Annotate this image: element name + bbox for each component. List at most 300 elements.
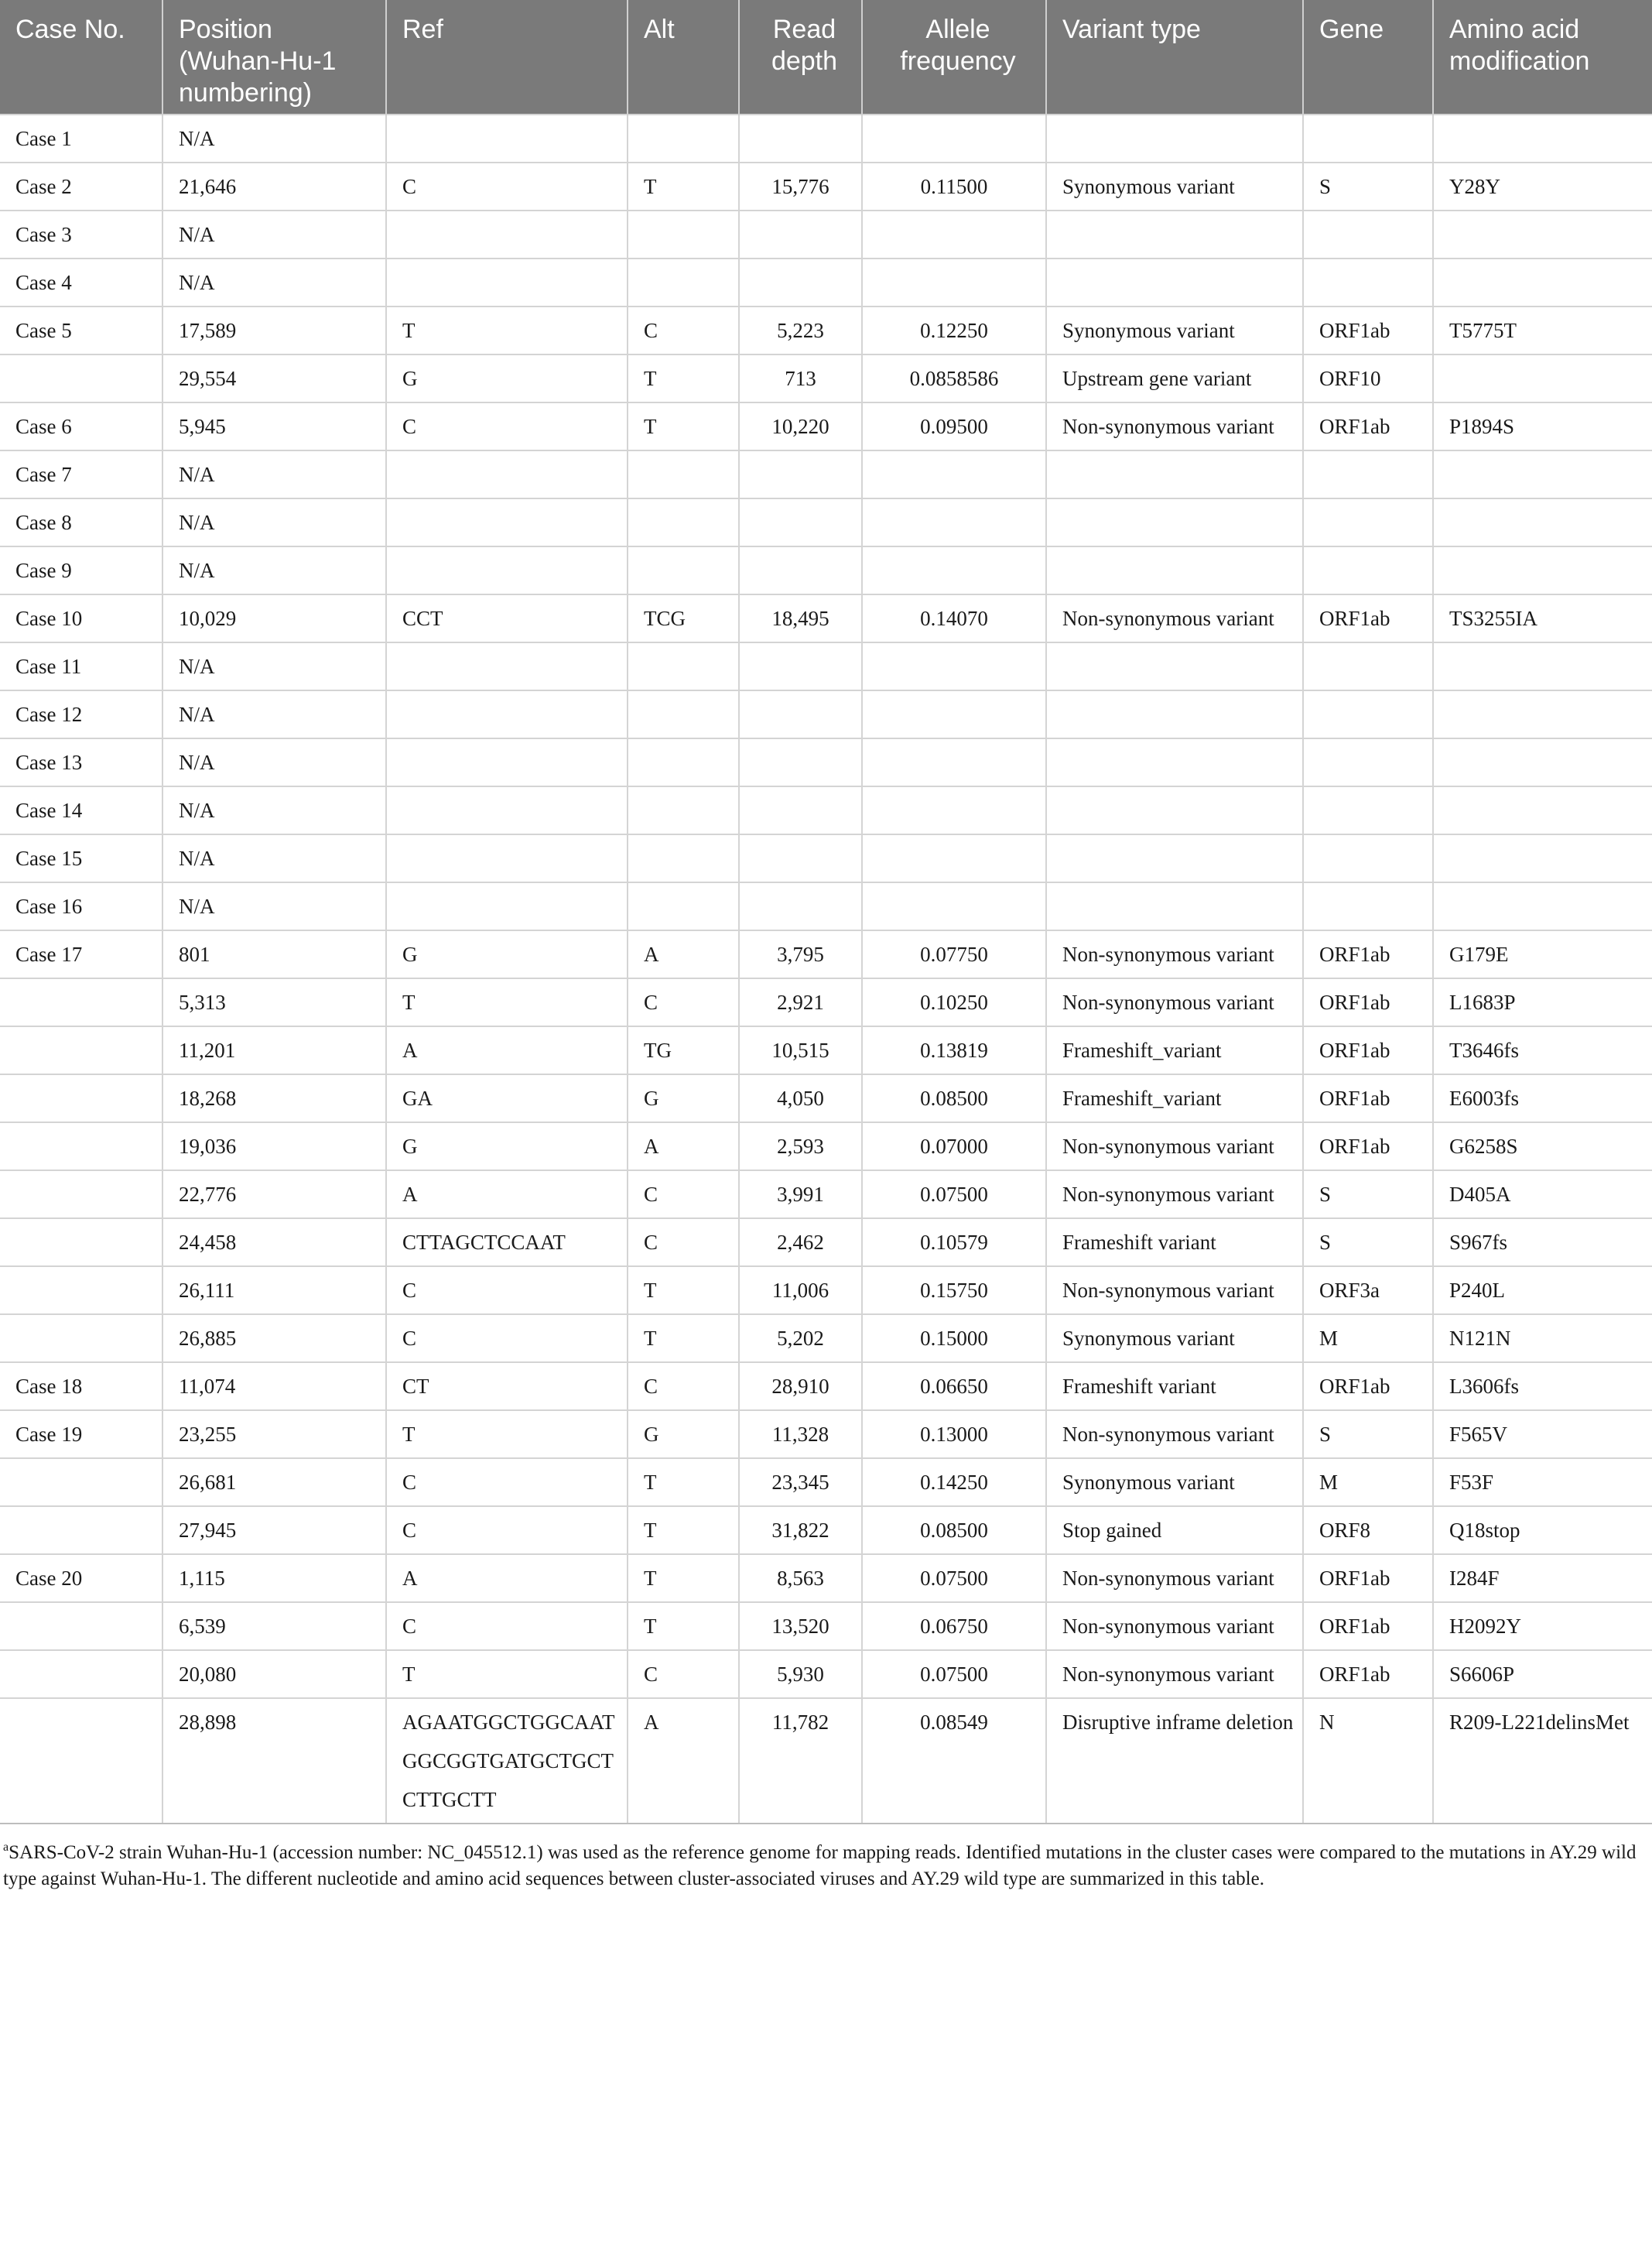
cell-position: 19,036 — [162, 1122, 386, 1170]
cell-amino-acid-modification: F565V — [1433, 1410, 1652, 1458]
cell-case-no: Case 18 — [0, 1362, 162, 1410]
cell-variant-type: Synonymous variant — [1046, 1314, 1303, 1362]
cell-case-no: Case 1 — [0, 115, 162, 163]
cell-allele-frequency: 0.13000 — [862, 1410, 1046, 1458]
cell-read-depth: 23,345 — [739, 1458, 862, 1506]
cell-read-depth: 5,930 — [739, 1650, 862, 1698]
cell-variant-type — [1046, 450, 1303, 498]
table-row — [0, 834, 1652, 882]
cell-amino-acid-modification — [1433, 546, 1652, 594]
table-row — [0, 1554, 1652, 1602]
cell-position: 26,885 — [162, 1314, 386, 1362]
cell-allele-frequency: 0.10579 — [862, 1218, 1046, 1266]
cell-position: 23,255 — [162, 1410, 386, 1458]
cell-ref: T — [386, 1410, 628, 1458]
cell-variant-type: Non-synonymous variant — [1046, 402, 1303, 450]
cell-allele-frequency: 0.06750 — [862, 1602, 1046, 1650]
cell-allele-frequency: 0.13819 — [862, 1026, 1046, 1074]
cell-allele-frequency: 0.07500 — [862, 1170, 1046, 1218]
cell-position: N/A — [162, 498, 386, 546]
cell-variant-type: Upstream gene variant — [1046, 354, 1303, 402]
cell-amino-acid-modification — [1433, 211, 1652, 259]
cell-allele-frequency: 0.14250 — [862, 1458, 1046, 1506]
cell-read-depth: 28,910 — [739, 1362, 862, 1410]
cell-ref: G — [386, 1122, 628, 1170]
cell-amino-acid-modification — [1433, 786, 1652, 834]
cell-gene — [1303, 786, 1433, 834]
cell-alt: T — [628, 1602, 739, 1650]
cell-ref: C — [386, 1458, 628, 1506]
table-row — [0, 1218, 1652, 1266]
cell-variant-type — [1046, 882, 1303, 930]
cell-read-depth: 2,593 — [739, 1122, 862, 1170]
cell-ref — [386, 211, 628, 259]
cell-case-no: Case 14 — [0, 786, 162, 834]
cell-case-no: Case 6 — [0, 402, 162, 450]
cell-alt: T — [628, 163, 739, 211]
cell-gene: S — [1303, 1218, 1433, 1266]
table-row — [0, 163, 1652, 211]
cell-position: 26,681 — [162, 1458, 386, 1506]
cell-case-no: Case 19 — [0, 1410, 162, 1458]
cell-variant-type — [1046, 211, 1303, 259]
cell-read-depth: 10,220 — [739, 402, 862, 450]
cell-amino-acid-modification: G6258S — [1433, 1122, 1652, 1170]
cell-allele-frequency — [862, 642, 1046, 690]
cell-allele-frequency: 0.0858586 — [862, 354, 1046, 402]
cell-alt: TG — [628, 1026, 739, 1074]
cell-position: N/A — [162, 450, 386, 498]
cell-position: 29,554 — [162, 354, 386, 402]
cell-position: N/A — [162, 115, 386, 163]
footnote-text: SARS-CoV-2 strain Wuhan-Hu-1 (accession number: NC_045512.1) was used as the reference genome for mapping reads. Identified mutations in the cluster cases were compared to the mutations in AY.29 wild type against Wuhan-Hu-1. The different nucleotide and amino acid sequences between cluster-associated viruses and AY.29 wild type are summarized in this table. — [3, 1842, 1637, 1889]
cell-gene: ORF1ab — [1303, 1650, 1433, 1698]
cell-variant-type: Frameshift variant — [1046, 1362, 1303, 1410]
cell-variant-type: Non-synonymous variant — [1046, 1122, 1303, 1170]
cell-allele-frequency — [862, 450, 1046, 498]
cell-position: 6,539 — [162, 1602, 386, 1650]
cell-position: 27,945 — [162, 1506, 386, 1554]
table-row — [0, 498, 1652, 546]
cell-read-depth: 11,006 — [739, 1266, 862, 1314]
header-amino-acid-modification: Amino acid modification — [1433, 0, 1652, 115]
cell-variant-type: Frameshift_variant — [1046, 1026, 1303, 1074]
cell-amino-acid-modification — [1433, 498, 1652, 546]
cell-gene — [1303, 690, 1433, 738]
cell-allele-frequency: 0.07500 — [862, 1650, 1046, 1698]
cell-position: N/A — [162, 882, 386, 930]
cell-position: N/A — [162, 642, 386, 690]
cell-allele-frequency: 0.07500 — [862, 1554, 1046, 1602]
cell-case-no — [0, 1602, 162, 1650]
table-row — [0, 1698, 1652, 1824]
cell-position: 26,111 — [162, 1266, 386, 1314]
cell-ref: CTTAGCTCCAAT — [386, 1218, 628, 1266]
cell-gene — [1303, 259, 1433, 307]
cell-variant-type — [1046, 498, 1303, 546]
cell-allele-frequency: 0.12250 — [862, 307, 1046, 354]
cell-allele-frequency: 0.14070 — [862, 594, 1046, 642]
cell-case-no: Case 12 — [0, 690, 162, 738]
cell-read-depth: 8,563 — [739, 1554, 862, 1602]
cell-ref — [386, 786, 628, 834]
cell-ref: G — [386, 354, 628, 402]
cell-alt — [628, 259, 739, 307]
cell-gene: S — [1303, 1170, 1433, 1218]
cell-alt: T — [628, 1458, 739, 1506]
cell-amino-acid-modification — [1433, 354, 1652, 402]
cell-alt: C — [628, 1170, 739, 1218]
cell-alt: A — [628, 1698, 739, 1824]
cell-position: N/A — [162, 546, 386, 594]
cell-amino-acid-modification: S967fs — [1433, 1218, 1652, 1266]
cell-case-no — [0, 354, 162, 402]
cell-case-no: Case 11 — [0, 642, 162, 690]
cell-position: 5,313 — [162, 978, 386, 1026]
cell-gene: ORF1ab — [1303, 307, 1433, 354]
cell-variant-type: Non-synonymous variant — [1046, 1554, 1303, 1602]
cell-amino-acid-modification: P240L — [1433, 1266, 1652, 1314]
cell-allele-frequency — [862, 498, 1046, 546]
cell-gene — [1303, 115, 1433, 163]
cell-variant-type — [1046, 259, 1303, 307]
cell-ref: T — [386, 978, 628, 1026]
table-row — [0, 1650, 1652, 1698]
cell-position: 20,080 — [162, 1650, 386, 1698]
table-row — [0, 1314, 1652, 1362]
cell-position: 18,268 — [162, 1074, 386, 1122]
cell-gene — [1303, 738, 1433, 786]
cell-variant-type: Frameshift_variant — [1046, 1074, 1303, 1122]
cell-variant-type: Non-synonymous variant — [1046, 1170, 1303, 1218]
cell-alt: A — [628, 930, 739, 978]
cell-amino-acid-modification — [1433, 259, 1652, 307]
cell-amino-acid-modification — [1433, 115, 1652, 163]
cell-amino-acid-modification — [1433, 834, 1652, 882]
cell-variant-type: Non-synonymous variant — [1046, 930, 1303, 978]
cell-alt: G — [628, 1410, 739, 1458]
table-row — [0, 402, 1652, 450]
cell-case-no: Case 16 — [0, 882, 162, 930]
cell-position: N/A — [162, 786, 386, 834]
cell-gene — [1303, 498, 1433, 546]
cell-read-depth — [739, 786, 862, 834]
cell-gene: S — [1303, 1410, 1433, 1458]
cell-amino-acid-modification: H2092Y — [1433, 1602, 1652, 1650]
cell-position: N/A — [162, 738, 386, 786]
cell-gene — [1303, 834, 1433, 882]
cell-amino-acid-modification: L1683P — [1433, 978, 1652, 1026]
cell-ref: CT — [386, 1362, 628, 1410]
table-row — [0, 1602, 1652, 1650]
cell-case-no — [0, 1314, 162, 1362]
cell-case-no — [0, 1218, 162, 1266]
cell-position: 28,898 — [162, 1698, 386, 1824]
header-variant-type: Variant type — [1046, 0, 1303, 115]
cell-variant-type: Synonymous variant — [1046, 307, 1303, 354]
cell-position: N/A — [162, 211, 386, 259]
header-gene: Gene — [1303, 0, 1433, 115]
cell-variant-type — [1046, 642, 1303, 690]
cell-allele-frequency: 0.15750 — [862, 1266, 1046, 1314]
cell-ref — [386, 259, 628, 307]
table-row — [0, 1026, 1652, 1074]
cell-case-no: Case 5 — [0, 307, 162, 354]
cell-amino-acid-modification: E6003fs — [1433, 1074, 1652, 1122]
cell-read-depth — [739, 498, 862, 546]
cell-amino-acid-modification: I284F — [1433, 1554, 1652, 1602]
cell-read-depth — [739, 882, 862, 930]
table-row — [0, 738, 1652, 786]
cell-allele-frequency: 0.07000 — [862, 1122, 1046, 1170]
cell-alt: T — [628, 1554, 739, 1602]
cell-read-depth — [739, 642, 862, 690]
cell-variant-type — [1046, 690, 1303, 738]
cell-position: 21,646 — [162, 163, 386, 211]
cell-read-depth — [739, 546, 862, 594]
cell-amino-acid-modification: Y28Y — [1433, 163, 1652, 211]
cell-read-depth — [739, 115, 862, 163]
cell-position: 5,945 — [162, 402, 386, 450]
cell-ref — [386, 546, 628, 594]
cell-ref: C — [386, 1266, 628, 1314]
table-row — [0, 690, 1652, 738]
cell-position: 11,074 — [162, 1362, 386, 1410]
cell-ref — [386, 450, 628, 498]
table-row — [0, 259, 1652, 307]
cell-variant-type — [1046, 546, 1303, 594]
cell-read-depth: 10,515 — [739, 1026, 862, 1074]
cell-variant-type — [1046, 786, 1303, 834]
cell-ref: C — [386, 402, 628, 450]
cell-ref: G — [386, 930, 628, 978]
cell-ref: T — [386, 307, 628, 354]
cell-ref: A — [386, 1554, 628, 1602]
cell-position: 22,776 — [162, 1170, 386, 1218]
table-row — [0, 307, 1652, 354]
cell-read-depth: 5,202 — [739, 1314, 862, 1362]
cell-allele-frequency — [862, 738, 1046, 786]
cell-case-no: Case 10 — [0, 594, 162, 642]
cell-case-no — [0, 978, 162, 1026]
table-row — [0, 450, 1652, 498]
header-row — [0, 0, 1652, 115]
cell-gene: ORF3a — [1303, 1266, 1433, 1314]
cell-amino-acid-modification: G179E — [1433, 930, 1652, 978]
cell-alt — [628, 642, 739, 690]
cell-read-depth: 5,223 — [739, 307, 862, 354]
cell-read-depth: 4,050 — [739, 1074, 862, 1122]
cell-read-depth: 2,462 — [739, 1218, 862, 1266]
cell-position: 24,458 — [162, 1218, 386, 1266]
cell-allele-frequency: 0.09500 — [862, 402, 1046, 450]
cell-variant-type: Non-synonymous variant — [1046, 1602, 1303, 1650]
cell-variant-type: Disruptive inframe deletion — [1046, 1698, 1303, 1824]
cell-variant-type: Non-synonymous variant — [1046, 1266, 1303, 1314]
cell-allele-frequency: 0.07750 — [862, 930, 1046, 978]
cell-ref: A — [386, 1026, 628, 1074]
cell-gene: ORF8 — [1303, 1506, 1433, 1554]
cell-alt: C — [628, 978, 739, 1026]
cell-amino-acid-modification — [1433, 450, 1652, 498]
cell-position: N/A — [162, 834, 386, 882]
cell-read-depth: 18,495 — [739, 594, 862, 642]
table-row — [0, 930, 1652, 978]
table-row — [0, 786, 1652, 834]
cell-position: N/A — [162, 259, 386, 307]
cell-position: 10,029 — [162, 594, 386, 642]
cell-gene: ORF1ab — [1303, 1362, 1433, 1410]
table-row — [0, 1506, 1652, 1554]
cell-read-depth: 11,782 — [739, 1698, 862, 1824]
cell-case-no: Case 3 — [0, 211, 162, 259]
cell-allele-frequency: 0.08500 — [862, 1506, 1046, 1554]
cell-amino-acid-modification: L3606fs — [1433, 1362, 1652, 1410]
table-row — [0, 546, 1652, 594]
cell-allele-frequency — [862, 882, 1046, 930]
footnote-marker: a — [3, 1841, 9, 1854]
cell-alt: G — [628, 1074, 739, 1122]
header-alt: Alt — [628, 0, 739, 115]
cell-amino-acid-modification — [1433, 882, 1652, 930]
table-row — [0, 211, 1652, 259]
cell-variant-type: Non-synonymous variant — [1046, 1410, 1303, 1458]
cell-read-depth: 11,328 — [739, 1410, 862, 1458]
cell-position: 1,115 — [162, 1554, 386, 1602]
table-row — [0, 1122, 1652, 1170]
cell-variant-type — [1046, 834, 1303, 882]
cell-ref: A — [386, 1170, 628, 1218]
table-row — [0, 1170, 1652, 1218]
cell-ref: AGAATGGCTGGCAATGGCGGTGATGCTGCTCTTGCTT — [386, 1698, 628, 1824]
cell-alt — [628, 498, 739, 546]
cell-alt: C — [628, 1362, 739, 1410]
cell-alt — [628, 450, 739, 498]
cell-case-no — [0, 1026, 162, 1074]
cell-gene: ORF1ab — [1303, 1122, 1433, 1170]
table-body — [0, 115, 1652, 1824]
table-footnote — [0, 1824, 1652, 1892]
header-case-no: Case No. — [0, 0, 162, 115]
cell-alt — [628, 834, 739, 882]
cell-amino-acid-modification: T5775T — [1433, 307, 1652, 354]
cell-amino-acid-modification: P1894S — [1433, 402, 1652, 450]
cell-read-depth: 15,776 — [739, 163, 862, 211]
cell-case-no — [0, 1698, 162, 1824]
cell-alt — [628, 115, 739, 163]
cell-gene: M — [1303, 1458, 1433, 1506]
cell-gene: ORF1ab — [1303, 1602, 1433, 1650]
cell-case-no: Case 8 — [0, 498, 162, 546]
cell-gene: ORF1ab — [1303, 1554, 1433, 1602]
cell-variant-type: Non-synonymous variant — [1046, 978, 1303, 1026]
cell-case-no — [0, 1458, 162, 1506]
cell-alt — [628, 882, 739, 930]
cell-alt: A — [628, 1122, 739, 1170]
cell-gene: S — [1303, 163, 1433, 211]
cell-variant-type: Non-synonymous variant — [1046, 594, 1303, 642]
cell-alt: T — [628, 1506, 739, 1554]
cell-amino-acid-modification: R209-L221delinsMet — [1433, 1698, 1652, 1824]
cell-amino-acid-modification — [1433, 738, 1652, 786]
cell-gene: ORF1ab — [1303, 1074, 1433, 1122]
cell-alt: T — [628, 1266, 739, 1314]
cell-alt — [628, 211, 739, 259]
cell-ref: C — [386, 1506, 628, 1554]
cell-variant-type: Synonymous variant — [1046, 163, 1303, 211]
cell-gene — [1303, 211, 1433, 259]
cell-allele-frequency — [862, 115, 1046, 163]
cell-variant-type — [1046, 738, 1303, 786]
cell-case-no: Case 7 — [0, 450, 162, 498]
cell-gene: ORF1ab — [1303, 1026, 1433, 1074]
cell-ref: C — [386, 1314, 628, 1362]
table-row — [0, 115, 1652, 163]
table-row — [0, 978, 1652, 1026]
cell-read-depth — [739, 211, 862, 259]
cell-read-depth: 2,921 — [739, 978, 862, 1026]
cell-read-depth — [739, 834, 862, 882]
cell-case-no: Case 4 — [0, 259, 162, 307]
cell-read-depth: 13,520 — [739, 1602, 862, 1650]
cell-read-depth: 3,991 — [739, 1170, 862, 1218]
cell-allele-frequency: 0.06650 — [862, 1362, 1046, 1410]
cell-allele-frequency — [862, 546, 1046, 594]
cell-alt: T — [628, 354, 739, 402]
cell-read-depth: 31,822 — [739, 1506, 862, 1554]
cell-ref — [386, 834, 628, 882]
cell-case-no — [0, 1074, 162, 1122]
table-row — [0, 1458, 1652, 1506]
header-allele-frequency: Allele frequency — [862, 0, 1046, 115]
cell-alt: C — [628, 1650, 739, 1698]
cell-alt — [628, 690, 739, 738]
cell-amino-acid-modification: N121N — [1433, 1314, 1652, 1362]
cell-amino-acid-modification: F53F — [1433, 1458, 1652, 1506]
cell-variant-type: Stop gained — [1046, 1506, 1303, 1554]
table-row — [0, 1410, 1652, 1458]
cell-amino-acid-modification — [1433, 642, 1652, 690]
cell-position: 801 — [162, 930, 386, 978]
cell-gene — [1303, 642, 1433, 690]
cell-allele-frequency — [862, 834, 1046, 882]
cell-ref: C — [386, 163, 628, 211]
cell-gene: ORF1ab — [1303, 930, 1433, 978]
cell-ref: CCT — [386, 594, 628, 642]
cell-ref — [386, 738, 628, 786]
table-row — [0, 642, 1652, 690]
cell-ref: GA — [386, 1074, 628, 1122]
cell-amino-acid-modification: TS3255IA — [1433, 594, 1652, 642]
cell-amino-acid-modification: Q18stop — [1433, 1506, 1652, 1554]
cell-allele-frequency: 0.08500 — [862, 1074, 1046, 1122]
cell-case-no: Case 15 — [0, 834, 162, 882]
cell-read-depth — [739, 690, 862, 738]
cell-allele-frequency — [862, 690, 1046, 738]
cell-alt: T — [628, 402, 739, 450]
cell-case-no — [0, 1506, 162, 1554]
table-row — [0, 354, 1652, 402]
cell-allele-frequency — [862, 786, 1046, 834]
table-row — [0, 882, 1652, 930]
cell-gene — [1303, 546, 1433, 594]
cell-case-no: Case 9 — [0, 546, 162, 594]
cell-ref — [386, 498, 628, 546]
cell-alt — [628, 738, 739, 786]
table-row — [0, 1074, 1652, 1122]
cell-variant-type: Non-synonymous variant — [1046, 1650, 1303, 1698]
cell-alt: C — [628, 307, 739, 354]
